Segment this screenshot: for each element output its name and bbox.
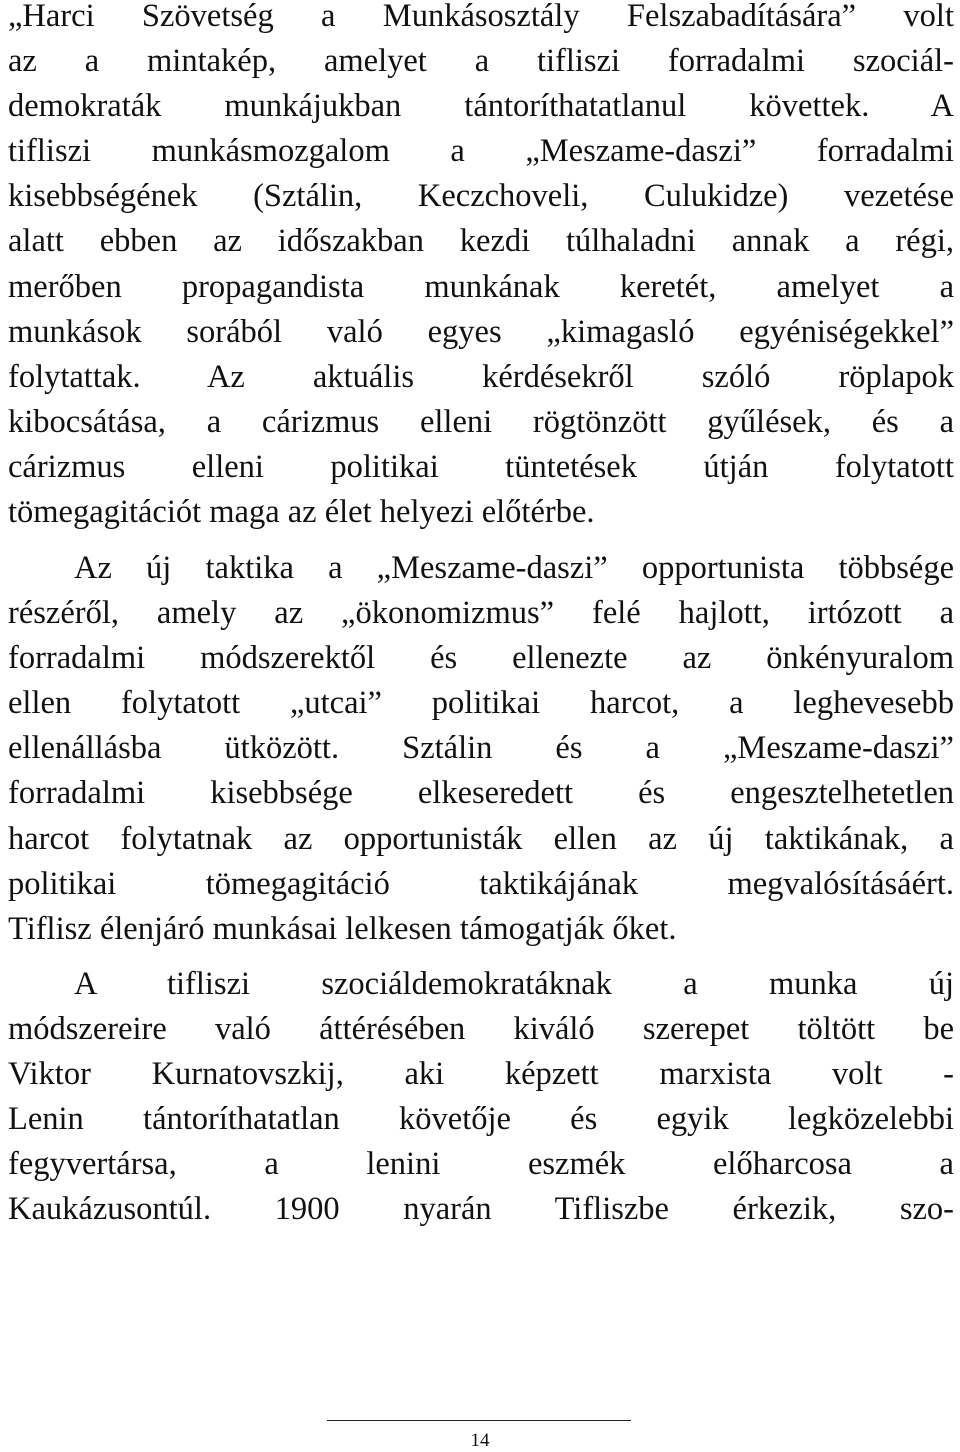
paragraph-line: fegyvertársa, a lenini eszmék előharcosa a [8, 1146, 954, 1183]
paragraph-line: ellenállásba ütközött. Sztálin és a „Meszame-daszi” [8, 730, 954, 767]
paragraph-line: módszereire való áttérésében kiváló szerepet töltött be [8, 1011, 954, 1048]
paragraph-line: az a mintakép, amelyet a tifliszi forradalmi szociál- [8, 43, 954, 80]
paragraph-line: A tifliszi szociáldemokratáknak a munka új [74, 966, 954, 1002]
paragraph-line: Viktor Kurnatovszkij, aki képzett marxista volt - [8, 1056, 954, 1093]
paragraph-1 [8, 0, 954, 535]
paragraph-line: „Harci Szövetség a Munkásosztály Felszabadítására” volt [8, 0, 954, 34]
paragraph-line: részéről, amely az „ökonomizmus” felé hajlott, irtózott a [8, 595, 954, 632]
paragraph-line: kibocsátása, a cárizmus elleni rögtönzött gyűlések, és a [8, 403, 954, 440]
paragraph-line: ellen folytatott „utcai” politikai harcot, a leghevesebb [8, 685, 954, 722]
page-number: 14 [470, 1430, 490, 1451]
paragraph-line: folytattak. Az aktuális kérdésekről szóló röplapok [8, 358, 954, 395]
paragraph-line: Lenin tántoríthatatlan követője és egyik legközelebbi [8, 1101, 954, 1138]
paragraph-line: Kaukázusontúl. 1900 nyarán Tifliszbe érkezik, szo- [8, 1191, 954, 1228]
paragraph-line: Az új taktika a „Meszame-daszi” opportunista többsége [74, 550, 954, 586]
footer-divider [327, 1420, 631, 1421]
paragraph-line: merőben propagandista munkának keretét, amelyet a [8, 268, 954, 305]
paragraph-line: politikai tömegagitáció taktikájának megvalósításáért. [8, 865, 954, 902]
paragraph-line: Tiflisz élenjáró munkásai lelkesen támogatják őket. [8, 910, 677, 947]
paragraph-3 [8, 962, 954, 1233]
paragraph-line: harcot folytatnak az opportunisták ellen az új taktikának, a [8, 820, 954, 857]
paragraph-2 [8, 546, 954, 952]
paragraph-line: tifliszi munkásmozgalom a „Meszame-daszi” forradalmi [8, 133, 954, 170]
paragraph-line: kisebbségének (Sztálin, Keczchoveli, Culukidze) vezetése [8, 178, 954, 215]
paragraph-line: munkások sorából való egyes „kimagasló egyéniségekkel” [8, 313, 954, 350]
paragraph-line: tömegagitációt maga az élet helyezi előtérbe. [8, 494, 595, 531]
paragraph-line: alatt ebben az időszakban kezdi túlhaladni annak a régi, [8, 223, 954, 260]
paragraph-line: forradalmi kisebbsége elkeseredett és engesztelhetetlen [8, 775, 954, 812]
paragraph-line: cárizmus elleni politikai tüntetések útján folytatott [8, 448, 954, 485]
paragraph-line: demokraták munkájukban tántoríthatatlanul követtek. A [8, 88, 954, 125]
paragraph-line: forradalmi módszerektől és ellenezte az önkényuralom [8, 640, 954, 677]
